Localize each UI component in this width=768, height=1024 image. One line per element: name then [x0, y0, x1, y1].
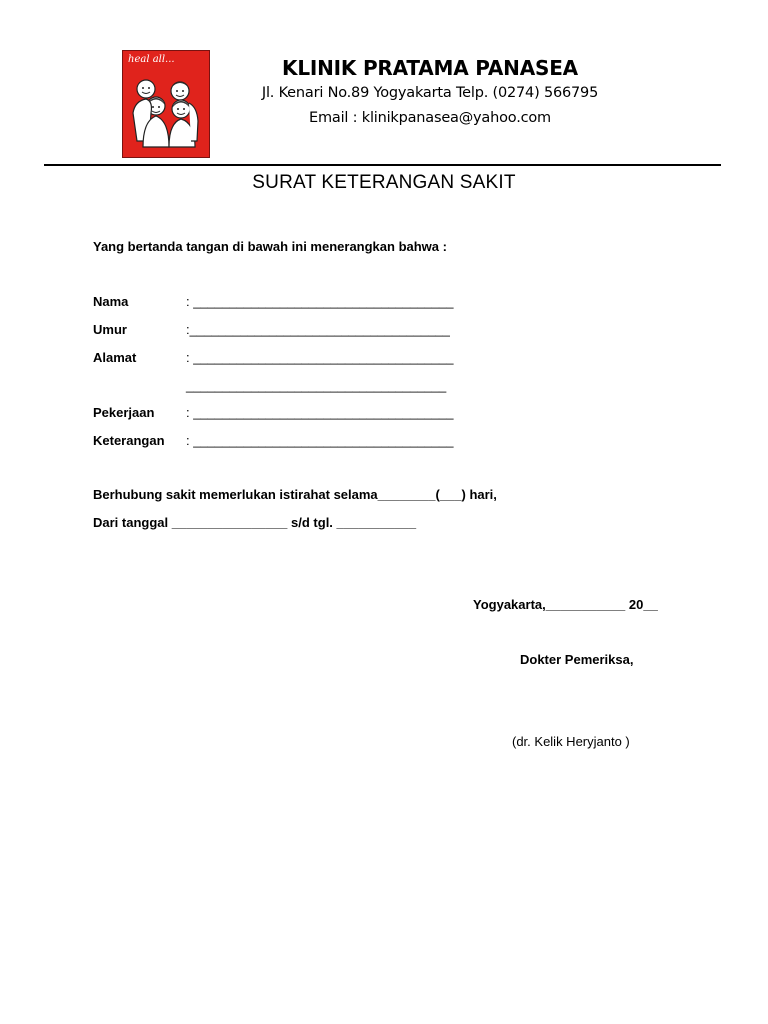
signer-role: Dokter Pemeriksa, — [520, 652, 634, 667]
document-title: SURAT KETERANGAN SAKIT — [252, 172, 516, 193]
signer-name: (dr. Kelik Heryjanto ) — [512, 734, 630, 749]
intro-statement: Yang bertanda tangan di bawah ini menerangkan bahwa : — [93, 239, 447, 254]
family-figures-icon — [123, 51, 209, 157]
field-blank-umur: :____________________________________ — [186, 322, 450, 337]
field-blank-nama: : ____________________________________ — [186, 294, 454, 309]
field-label-alamat: Alamat — [93, 350, 137, 365]
field-blank-pekerjaan: : ____________________________________ — [186, 405, 454, 420]
field-blank-alamat-continued: ____________________________________ — [186, 378, 447, 393]
field-label-umur: Umur — [93, 322, 127, 337]
field-label-nama: Nama — [93, 294, 129, 309]
rest-statement: Berhubung sakit memerlukan istirahat selama________(___) hari, — [93, 487, 497, 502]
field-label-pekerjaan: Pekerjaan — [93, 405, 155, 420]
field-blank-alamat: : ____________________________________ — [186, 350, 454, 365]
place-date-line: Yogyakarta,___________ 20__ — [473, 597, 658, 612]
date-range-line: Dari tanggal ________________ s/d tgl. ___________ — [93, 515, 417, 530]
clinic-name: KLINIK PRATAMA PANASEA — [282, 56, 578, 80]
field-label-keterangan: Keterangan — [93, 433, 165, 448]
field-blank-keterangan: : ____________________________________ — [186, 433, 454, 448]
header-divider — [44, 164, 721, 166]
clinic-logo — [122, 50, 210, 158]
clinic-email: Email : klinikpanasea@yahoo.com — [309, 110, 551, 126]
logo-text: heal all... — [128, 54, 175, 65]
clinic-address: Jl. Kenari No.89 Yogyakarta Telp. (0274) 566795 — [261, 85, 599, 101]
